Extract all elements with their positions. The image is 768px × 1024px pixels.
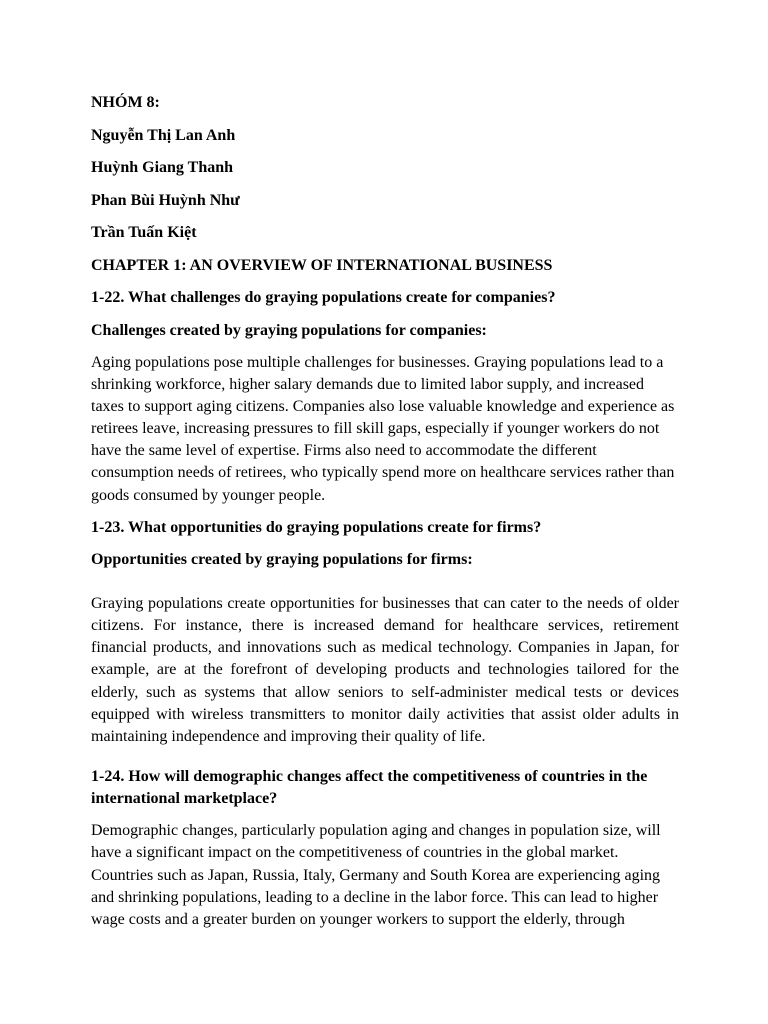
chapter-title: CHAPTER 1: AN OVERVIEW OF INTERNATIONAL BUSINESS xyxy=(91,256,553,274)
answer-1-24: Demographic changes, particularly population aging and changes in population size, will have a significant impact on the competitiveness of countries in the global market. Countries such as Japan, Russia, Italy, Germany and South Korea are experiencing aging and shrinking populations, leading to a decline in the labor force. This can lead to higher wage costs and a greater burden on younger workers to support the elderly, through xyxy=(91,822,661,928)
question-1-22: 1-22. What challenges do graying populations create for companies? xyxy=(91,289,556,306)
answer-1-22: Aging populations pose multiple challenges for businesses. Graying populations lead to a shrinking workforce, higher salary demands due to limited labor supply, and increased taxes to support aging citizens. Companies also lose valuable knowledge and experience as retirees leave, increasing pressures to fill skill gaps, especially if younger workers do not have the same level of expertise. Firms also need to accommodate the different consumption needs of retirees, who typically spend more on healthcare services rather than goods consumed by younger people. xyxy=(91,354,675,504)
heading-opportunities: Opportunities created by graying populations for firms: xyxy=(91,551,473,569)
member-name: Phan Bùi Huỳnh Như xyxy=(91,191,240,209)
member-name: Nguyễn Thị Lan Anh xyxy=(91,126,236,144)
member-name: Trần Tuấn Kiệt xyxy=(91,224,197,241)
document-page xyxy=(91,92,679,941)
question-1-23: 1-23. What opportunities do graying populations create for firms? xyxy=(91,518,542,536)
group-label: NHÓM 8: xyxy=(91,94,160,111)
answer-1-23: Graying populations create opportunities for businesses that can cater to the needs of older citizens. For instance, there is increased demand for healthcare services, retirement financial products, and innovations such as medical technology. Companies in Japan, for example, are at the forefront of developing products and technologies tailored for the elderly, such as systems that allow seniors to self-administer medical tests or devices equipped with wireless transmitters to monitor daily activities that assist older adults in maintaining independence and improving their quality of life. xyxy=(91,595,679,745)
member-name: Huỳnh Giang Thanh xyxy=(91,159,234,176)
question-1-24: 1-24. How will demographic changes affect the competitiveness of countries in the international marketplace? xyxy=(91,767,648,807)
heading-challenges: Challenges created by graying populations for companies: xyxy=(91,321,487,339)
